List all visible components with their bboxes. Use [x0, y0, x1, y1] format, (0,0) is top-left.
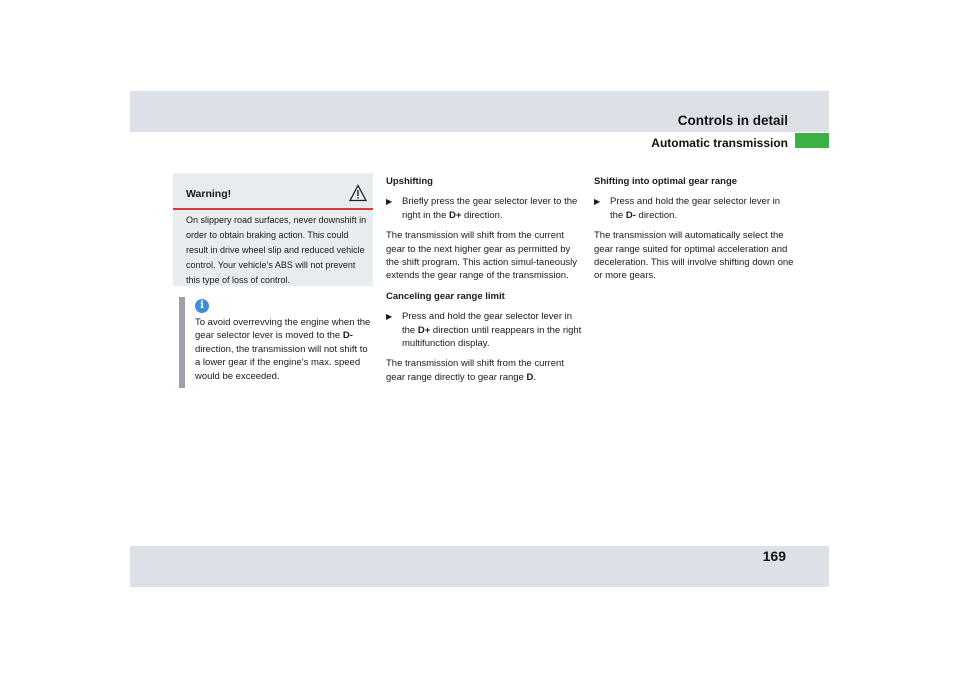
step-upshifting: ▶ Briefly press the gear selector lever to the right in the D+ direction. — [386, 196, 578, 221]
subsection-title: Automatic transmission — [651, 136, 788, 150]
info-sidebar — [179, 297, 185, 388]
body-canceling: The transmission will shift from the current gear range directly to gear range D. — [386, 358, 564, 383]
column-right — [594, 175, 794, 290]
warning-box — [173, 173, 373, 286]
page-number: 169 — [762, 548, 786, 564]
info-icon: i — [195, 299, 209, 313]
warning-text: On slippery road surfaces, never downshift in order to obtain braking action. This could result in drive wheel slip and reduced vehicle control. Your vehicle’s ABS will not prevent this type of loss of control. — [186, 215, 367, 285]
section-title: Controls in detail — [677, 113, 788, 128]
heading-canceling: Canceling gear range limit — [386, 290, 505, 302]
column-middle — [386, 175, 582, 391]
step-optimal-gear: ▶ Press and hold the gear selector lever in the D- direction. — [594, 196, 781, 221]
heading-optimal-gear: Shifting into optimal gear range — [594, 176, 738, 187]
heading-upshifting: Upshifting — [386, 176, 433, 187]
warning-title: Warning! — [186, 188, 232, 200]
info-text: To avoid overrevving the engine when the gear selector lever is moved to the D- direction, the transmission will not shift to a lower gear if the engine’s max. speed would be exceeded. — [195, 317, 371, 382]
footer-band — [130, 546, 829, 587]
bullet-arrow-icon: ▶ — [386, 197, 393, 207]
step-canceling: ▶ Press and hold the gear selector lever in the D+ direction until reappears in the right multifunction display. — [386, 311, 582, 350]
bullet-arrow-icon: ▶ — [386, 312, 393, 322]
body-upshifting: The transmission will shift from the current gear to the next higher gear as permitted by the shift program. This action simul-taneously extends the gear range of the transmission. — [386, 230, 577, 282]
body-optimal-gear: The transmission will automatically select the gear range suited for optimal acceleration and deceleration. This will involve shifting down one or more gears. — [594, 230, 794, 282]
info-note — [179, 297, 374, 388]
warning-divider — [173, 208, 373, 210]
warning-triangle-icon — [349, 184, 367, 202]
bullet-arrow-icon: ▶ — [594, 197, 601, 207]
section-tab-marker — [795, 133, 829, 148]
